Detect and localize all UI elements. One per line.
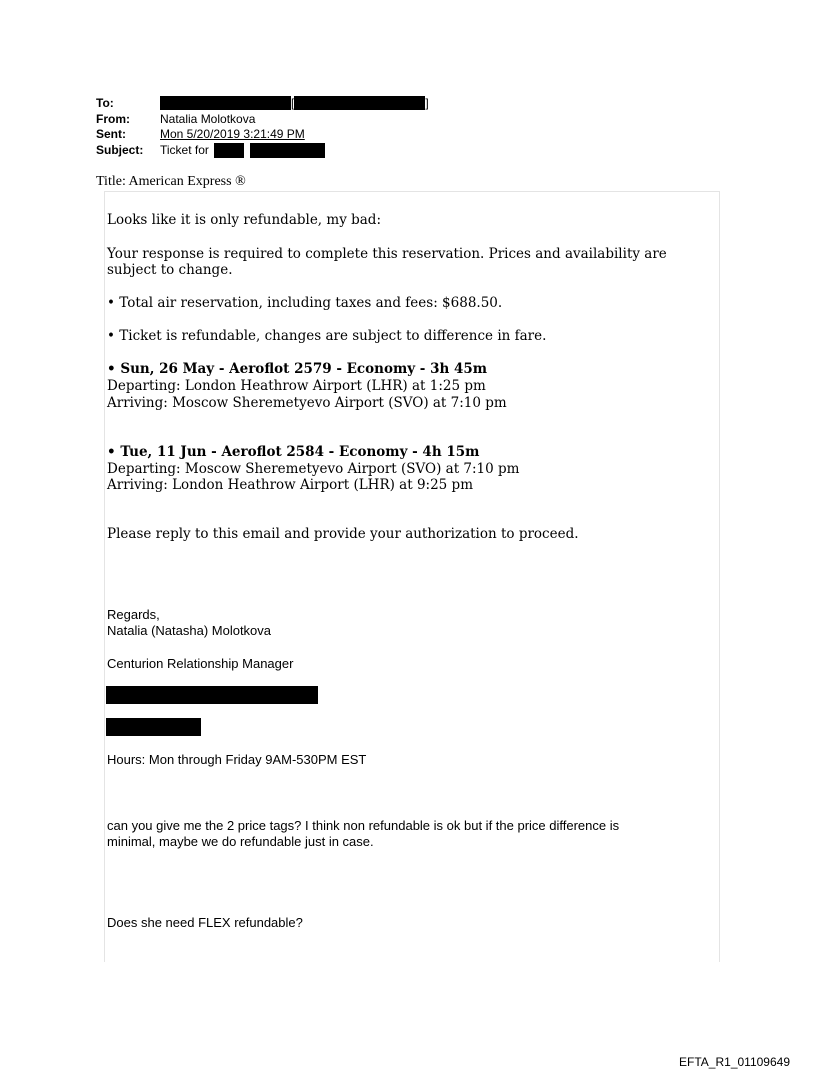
redaction-block — [250, 143, 325, 158]
from-label: From: — [96, 111, 130, 126]
signature-name: Natalia (Natasha) Molotkova — [107, 623, 272, 638]
to-bracket-close: ] — [425, 96, 429, 110]
bullet-total: • Total air reservation, including taxes and fees: $688.50. — [107, 295, 503, 311]
reply-question: Does she need FLEX refundable? — [107, 915, 303, 930]
redaction-block — [160, 96, 291, 110]
reply-line-2: minimal, maybe we do refundable just in case. — [107, 834, 374, 849]
to-bracket-open: [ — [291, 96, 295, 110]
flight-1-departing: Departing: London Heathrow Airport (LHR) at 1:25 pm — [107, 378, 486, 394]
intro-text: Looks like it is only refundable, my bad: — [107, 212, 381, 228]
to-value — [160, 96, 429, 112]
email-header — [96, 96, 429, 158]
reply-line-1: can you give me the 2 price tags? I think non refundable is ok but if the price difference is — [107, 818, 620, 833]
sent-row — [96, 127, 429, 143]
subject-prefix: Ticket for — [160, 142, 209, 157]
flight-2-arriving: Arriving: London Heathrow Airport (LHR) at 9:25 pm — [107, 477, 473, 493]
bullet-refundable: • Ticket is refundable, changes are subject to difference in fare. — [107, 328, 547, 344]
flight-2-heading: • Tue, 11 Jun - Aeroflot 2584 - Economy - 4h 15m — [107, 444, 480, 460]
flight-2-departing: Departing: Moscow Sheremetyevo Airport (SVO) at 7:10 pm — [107, 461, 520, 477]
signature-regards: Regards, — [107, 607, 160, 622]
from-value: Natalia Molotkova — [160, 111, 256, 126]
subject-row — [96, 143, 429, 159]
flight-1-heading: • Sun, 26 May - Aeroflot 2579 - Economy - 3h 45m — [107, 361, 488, 377]
signature-hours: Hours: Mon through Friday 9AM-530PM EST — [107, 752, 367, 767]
from-row — [96, 112, 429, 128]
redaction-block — [106, 718, 201, 736]
sent-value: Mon 5/20/2019 3:21:49 PM — [160, 127, 305, 141]
flight-1-arriving: Arriving: Moscow Sheremetyevo Airport (SVO) at 7:10 pm — [107, 395, 507, 411]
title-line: Title: American Express ® — [96, 174, 246, 189]
redaction-block — [294, 96, 425, 110]
document-id: EFTA_R1_01109649 — [679, 1055, 790, 1069]
subject-label: Subject: — [96, 142, 144, 157]
sent-label: Sent: — [96, 127, 126, 141]
response-line-2: subject to change. — [107, 262, 233, 278]
reply-request: Please reply to this email and provide your authorization to proceed. — [107, 526, 579, 542]
to-row — [96, 96, 429, 112]
redaction-block — [214, 143, 244, 158]
to-label: To: — [96, 96, 114, 110]
redaction-block — [106, 686, 318, 704]
signature-role: Centurion Relationship Manager — [107, 656, 294, 671]
subject-value — [160, 143, 325, 159]
response-line-1: Your response is required to complete this reservation. Prices and availability are — [107, 246, 667, 262]
